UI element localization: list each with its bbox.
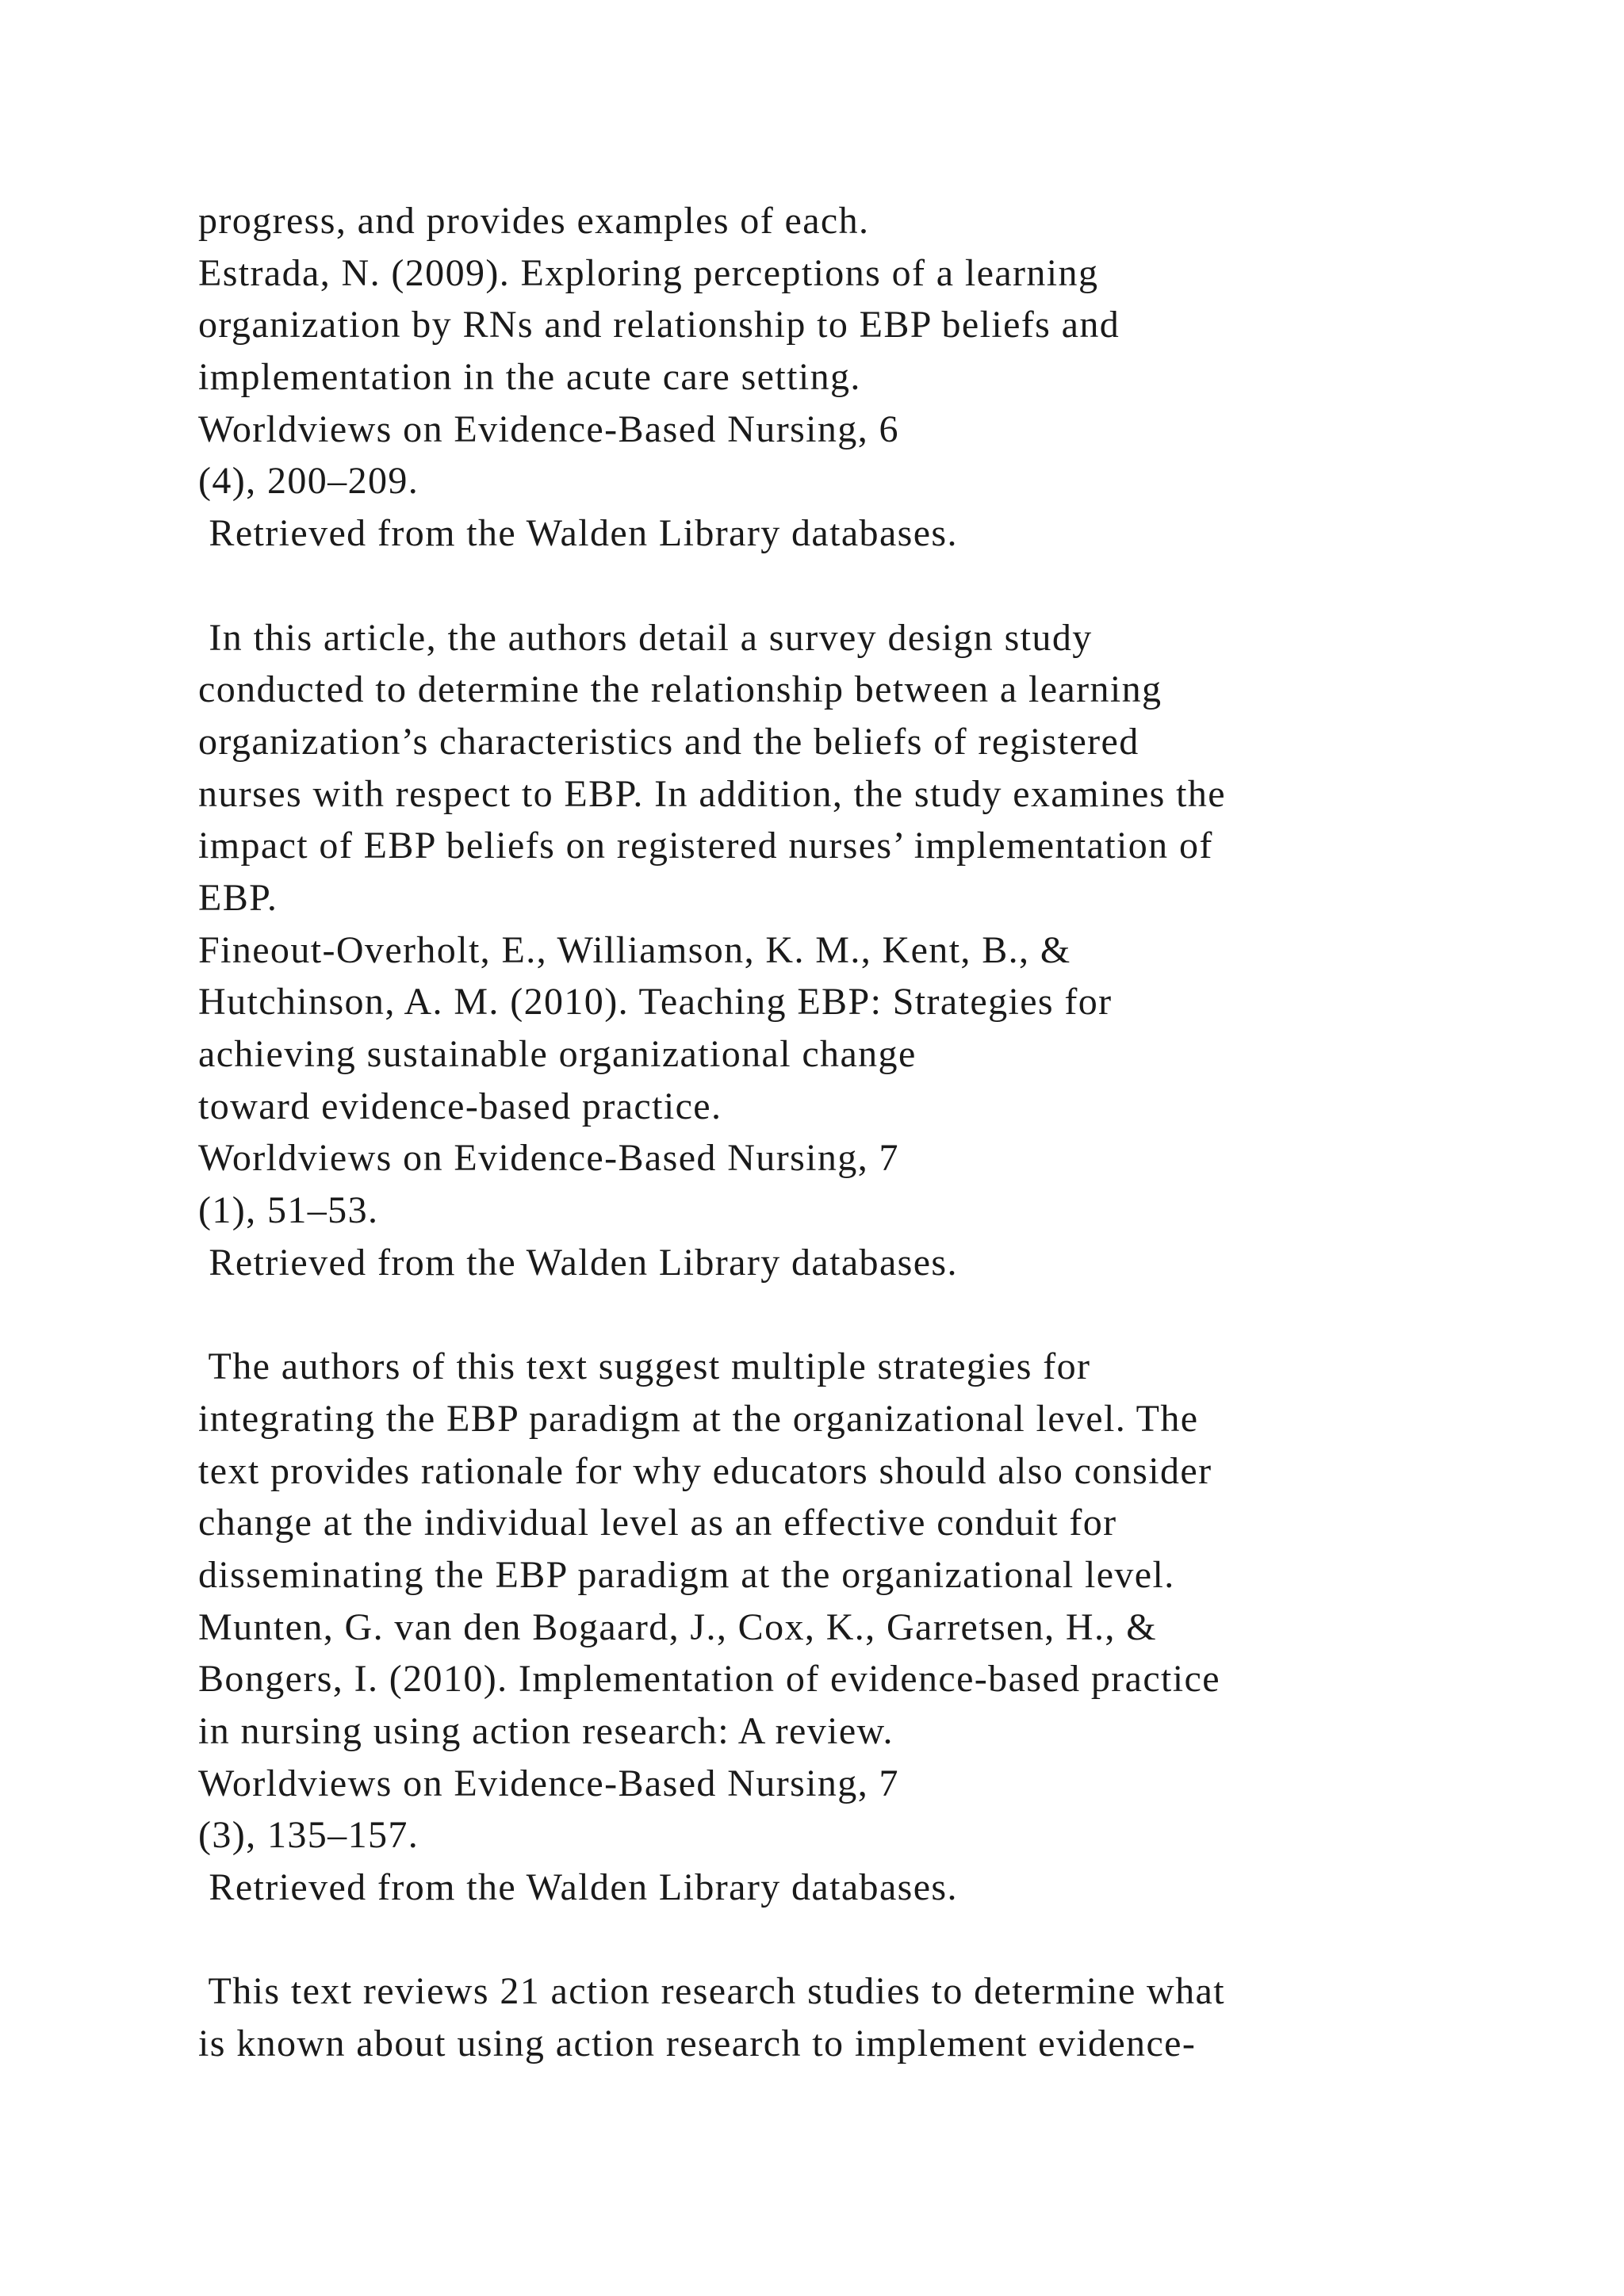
text-line: change at the individual level as an effective conduit for bbox=[198, 1502, 1117, 1544]
text-line: toward evidence-based practice. bbox=[198, 1085, 722, 1127]
text-line: nurses with respect to EBP. In addition, the study examines the bbox=[198, 772, 1227, 815]
text-line: integrating the EBP paradigm at the organizational level. The bbox=[198, 1397, 1199, 1440]
blank-line bbox=[198, 1288, 1546, 1341]
text-line: is known about using action research to implement evidence- bbox=[198, 2022, 1197, 2065]
text-line: Retrieved from the Walden Library databases. bbox=[198, 1241, 958, 1284]
text-line: In this article, the authors detail a survey design study bbox=[198, 616, 1093, 659]
text-line: Bongers, I. (2010). Implementation of evidence-based practice bbox=[198, 1658, 1220, 1701]
text-line: organization’s characteristics and the beliefs of registered bbox=[198, 720, 1139, 763]
text-line: Retrieved from the Walden Library databases. bbox=[198, 1866, 958, 1908]
text-line: disseminating the EBP paradigm at the organizational level. bbox=[198, 1553, 1175, 1596]
text-line: in nursing using action research: A review. bbox=[198, 1709, 894, 1752]
text-line: Munten, G. van den Bogaard, J., Cox, K., Garretsen, H., & bbox=[198, 1605, 1157, 1648]
blank-line bbox=[198, 1914, 1546, 1966]
blank-line bbox=[198, 560, 1546, 612]
text-line: text provides rationale for why educators should also consider bbox=[198, 1449, 1212, 1492]
text-line: Retrieved from the Walden Library databases. bbox=[198, 512, 958, 555]
text-line: This text reviews 21 action research studies to determine what bbox=[198, 1970, 1225, 2013]
text-line: (1), 51–53. bbox=[198, 1189, 379, 1232]
document-body bbox=[198, 195, 1546, 2070]
text-line: EBP. bbox=[198, 876, 278, 919]
text-line: Fineout-Overholt, E., Williamson, K. M., Kent, B., & bbox=[198, 928, 1071, 971]
text-line: organization by RNs and relationship to EBP beliefs and bbox=[198, 304, 1120, 346]
text-line: impact of EBP beliefs on registered nurses’ implementation of bbox=[198, 825, 1213, 867]
text-line: Hutchinson, A. M. (2010). Teaching EBP: Strategies for bbox=[198, 981, 1113, 1024]
text-line: implementation in the acute care setting. bbox=[198, 356, 861, 399]
text-line: Worldviews on Evidence-Based Nursing, 6 bbox=[198, 408, 899, 450]
text-line: Worldviews on Evidence-Based Nursing, 7 bbox=[198, 1137, 899, 1180]
text-line: progress, and provides examples of each. bbox=[198, 200, 870, 242]
text-line: conducted to determine the relationship between a learning bbox=[198, 668, 1162, 711]
text-line: Worldviews on Evidence-Based Nursing, 7 bbox=[198, 1762, 899, 1804]
text-line: Estrada, N. (2009). Exploring perceptions of a learning bbox=[198, 251, 1099, 294]
text-line: The authors of this text suggest multiple strategies for bbox=[198, 1345, 1091, 1388]
text-line: (4), 200–209. bbox=[198, 460, 419, 503]
text-line: (3), 135–157. bbox=[198, 1814, 419, 1857]
text-line: achieving sustainable organizational change bbox=[198, 1033, 917, 1075]
